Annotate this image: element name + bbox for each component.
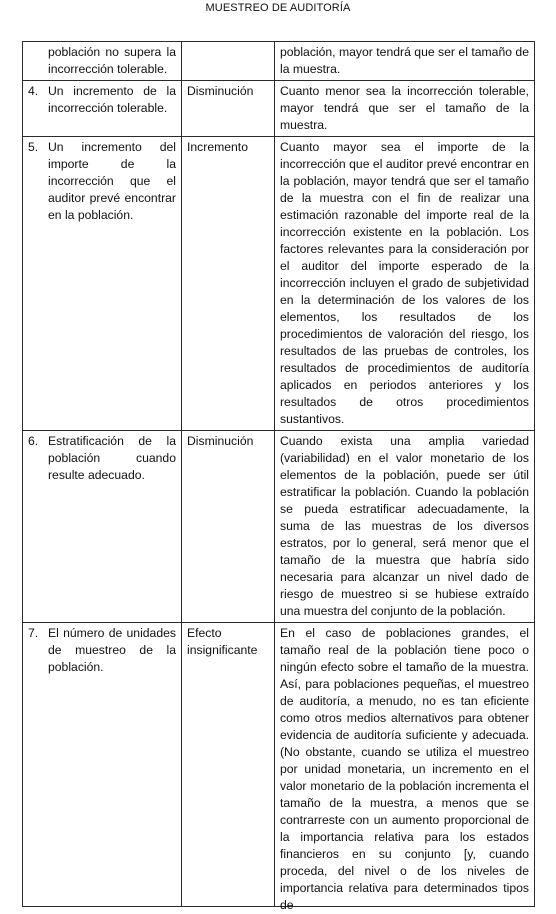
table-row <box>23 137 535 431</box>
factor-text: Un incremento de la incorrección tolerable. <box>48 84 176 115</box>
row-number: 4. <box>28 84 39 98</box>
factor-cell <box>23 42 182 81</box>
explanation-cell <box>275 623 535 912</box>
factor-text: El número de unidades de muestreo de la población. <box>48 626 176 674</box>
explanation-cell <box>275 81 535 137</box>
explanation-text: población, mayor tendrá que ser el tamaño de la muestra. <box>280 45 529 76</box>
factor-cell <box>23 623 182 907</box>
effect-text: Efecto insignificante <box>187 626 258 657</box>
explanation-text: Cuanto menor sea la incorrección tolerable, mayor tendrá que ser el tamaño de la muestra. <box>280 84 529 132</box>
factor-cell <box>23 137 182 431</box>
explanation-cell <box>275 42 535 81</box>
effect-cell <box>182 623 275 907</box>
explanation-cell <box>275 137 535 431</box>
row-number: 5. <box>28 140 39 154</box>
explanation-text: Cuanto mayor sea el importe de la incorrección que el auditor prevé encontrar en la población, mayor tendrá que ser el tamaño de la muestra con el fin de realizar una estimación razonable del importe real de la incorrección existente en la población. Los factores relevantes para la consideración por el auditor del importe esperado de la incorrección incluyen el grado de subjetividad en la determinación de los valores de los elementos, los resultados de los procedimientos de valoración del riesgo, los resultados de las pruebas de controles, los resultados de procedimientos de auditoría aplicados en periodos anteriores y los resultados de otros procedimientos sustantivos. <box>280 140 529 426</box>
table-row <box>23 623 535 907</box>
table-row <box>23 431 535 623</box>
explanation-cell <box>275 431 535 623</box>
table-row-continuation <box>23 42 535 81</box>
effect-cell <box>182 431 275 623</box>
factor-cell <box>23 81 182 137</box>
effect-text: Incremento <box>187 140 248 154</box>
row-number: 6. <box>28 434 39 448</box>
sampling-factors-table <box>22 41 535 912</box>
factor-text: Estratificación de la población cuando resulte adecuado. <box>48 434 176 482</box>
factor-cell <box>23 431 182 623</box>
effect-text: Disminución <box>187 434 254 448</box>
effect-cell <box>182 42 275 81</box>
explanation-text: En el caso de poblaciones grandes, el tamaño real de la población tiene poco o ningún efecto sobre el tamaño de la muestra. Así, para poblaciones pequeñas, el muestreo de auditoría, a menudo, no es tan eficiente como otros medios alternativos para obtener evidencia de auditoría suficiente y adecuada. (No obstante, cuando se utiliza el muestreo por unidad monetaria, un incremento en el valor monetario de la población incrementa el tamaño de la muestra, a menos que se contrarreste con un aumento proporcional de la importancia relativa para los estados financieros en su conjunto [y, cuando proceda, del nivel o de los niveles de importancia relativa para determinados tipos de <box>280 626 529 912</box>
table-row <box>23 81 535 137</box>
explanation-text: Cuando exista una amplia variedad (variabilidad) en el valor monetario de los elementos de la población, puede ser útil estratificar la población. Cuando la población se pueda estratificar adecuadamente, la suma de las muestras de los diversos estratos, por lo general, será menor que el tamaño de la muestra que habría sido necesaria para alcanzar un nivel dado de riesgo de muestreo si se hubiese extraído una muestra del conjunto de la población. <box>280 434 529 618</box>
factor-text: población no supera la incorrección tolerable. <box>48 45 176 76</box>
factor-text: Un incremento del importe de la incorrección que el auditor prevé encontrar en la población. <box>48 140 176 222</box>
effect-text: Disminución <box>187 84 254 98</box>
row-number: 7. <box>28 626 39 640</box>
effect-cell <box>182 81 275 137</box>
page-header: MUESTREO DE AUDITORÍA <box>205 2 351 14</box>
effect-cell <box>182 137 275 431</box>
